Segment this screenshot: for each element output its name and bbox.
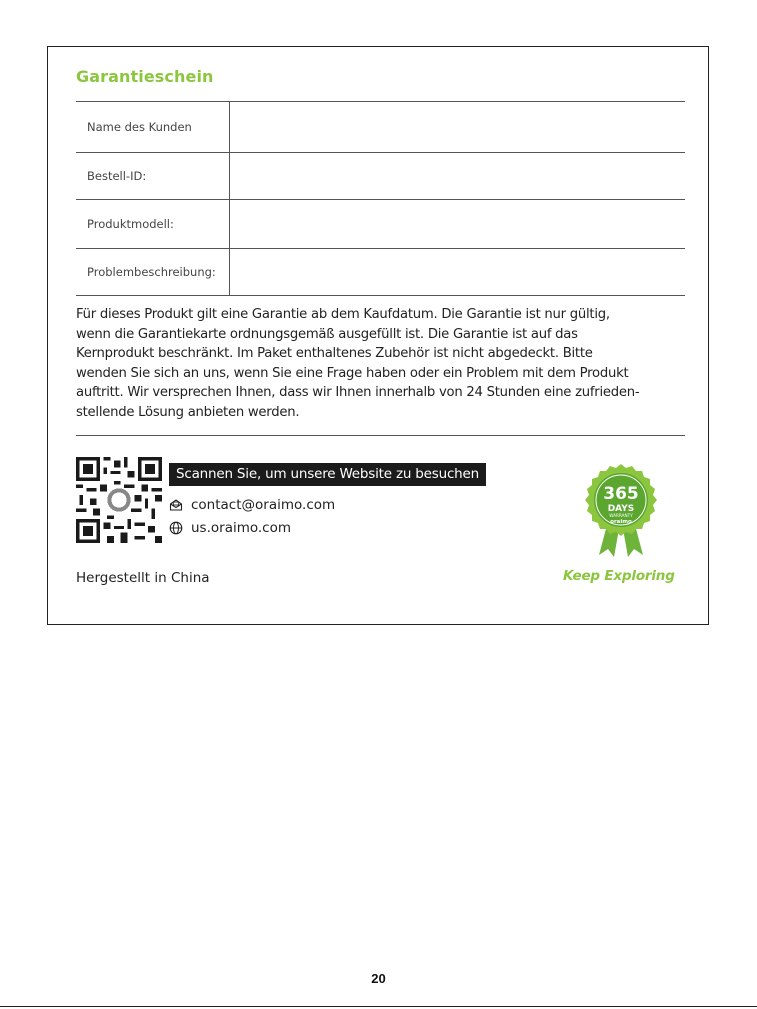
made-in-label: Hergestellt in China — [76, 570, 210, 586]
field-label-customer-name: Name des Kunden — [76, 102, 229, 153]
field-value-order-id[interactable] — [229, 153, 685, 200]
form-row-order-id — [76, 153, 685, 200]
scan-instruction: Scannen Sie, um unsere Website zu besuchen — [169, 463, 486, 486]
field-label-problem-description: Problembeschreibung: — [76, 249, 229, 296]
terms-line: wenden Sie sich an uns, wenn Sie eine Frage haben oder ein Problem mit dem Produkt — [76, 365, 629, 381]
terms-line: auftritt. Wir versprechen Ihnen, dass wir Ihnen innerhalb von 24 Stunden eine zufrieden- — [76, 385, 640, 401]
form-row-product-model — [76, 200, 685, 249]
website-row — [169, 520, 291, 536]
email-icon — [169, 498, 183, 512]
globe-icon — [169, 521, 183, 535]
field-value-product-model[interactable] — [229, 200, 685, 249]
terms-line: Kernprodukt beschränkt. Im Paket enthaltenes Zubehör ist nicht abgedeckt. Bitte — [76, 346, 593, 362]
badge-warranty: WARRANTY — [609, 513, 633, 518]
terms-line: stellende Lösung anbieten werden. — [76, 404, 300, 420]
page-number: 20 — [371, 971, 386, 986]
field-value-problem-description[interactable] — [229, 249, 685, 296]
email-row — [169, 497, 335, 513]
brand-slogan: Keep Exploring — [563, 568, 675, 584]
website-url[interactable]: us.oraimo.com — [191, 520, 292, 536]
page-bottom-rule — [0, 1006, 757, 1007]
field-label-order-id: Bestell-ID: — [76, 153, 229, 200]
qr-code[interactable] — [76, 457, 162, 543]
badge-brand: oraimo — [610, 519, 632, 525]
warranty-badge-icon — [581, 463, 661, 559]
badge-days: DAYS — [607, 504, 635, 514]
form-row-customer-name — [76, 102, 685, 153]
warranty-terms — [76, 305, 688, 423]
field-label-product-model: Produktmodell: — [76, 200, 229, 249]
warranty-card — [47, 46, 709, 625]
card-title: Garantieschein — [76, 67, 214, 86]
field-value-customer-name[interactable] — [229, 102, 685, 153]
badge-number: 365 — [603, 484, 639, 504]
form-row-problem-description — [76, 249, 685, 296]
terms-line: Für dieses Produkt gilt eine Garantie ab dem Kaufdatum. Die Garantie ist nur gültig, — [76, 307, 610, 322]
section-divider — [76, 435, 685, 436]
terms-line: wenn die Garantiekarte ordnungsgemäß ausgefüllt ist. Die Garantie ist auf das — [76, 326, 578, 342]
email-address[interactable]: contact@oraimo.com — [191, 497, 336, 513]
warranty-form — [76, 101, 685, 296]
